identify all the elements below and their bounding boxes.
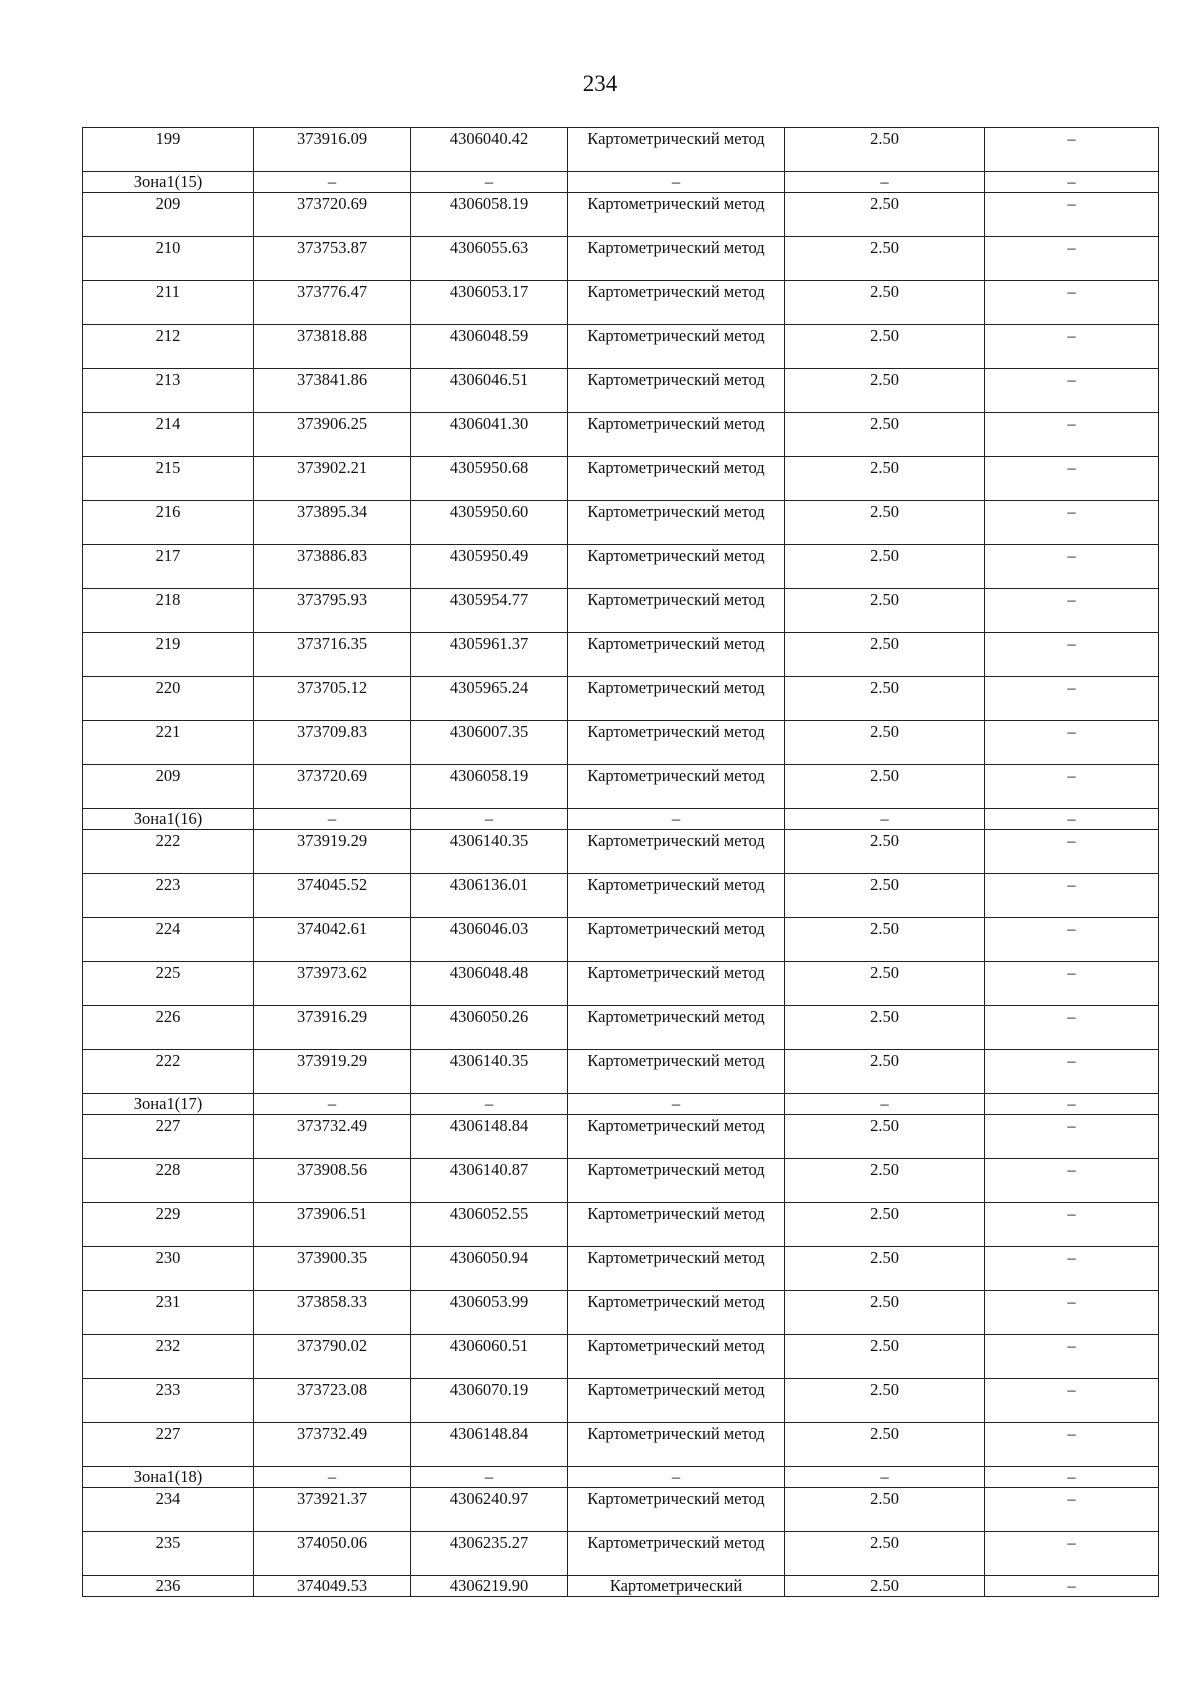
method-cell: Картометрический метод xyxy=(568,501,785,545)
method-cell: Картометрический метод xyxy=(568,369,785,413)
table-row xyxy=(83,1203,1159,1247)
point-number-cell: 232 xyxy=(83,1335,254,1379)
method-cell: – xyxy=(568,809,785,830)
method-cell: Картометрический метод xyxy=(568,1115,785,1159)
x-coordinate-cell: 373858.33 xyxy=(254,1291,411,1335)
method-cell: Картометрический метод xyxy=(568,765,785,809)
accuracy-cell: 2.50 xyxy=(785,830,985,874)
remark-cell: – xyxy=(985,1423,1159,1467)
method-cell: Картометрический метод xyxy=(568,1159,785,1203)
x-coordinate-cell: 373720.69 xyxy=(254,765,411,809)
remark-cell: – xyxy=(985,1532,1159,1576)
x-coordinate-cell: 373732.49 xyxy=(254,1115,411,1159)
table-body xyxy=(83,128,1159,1597)
x-coordinate-cell: 373709.83 xyxy=(254,721,411,765)
point-number-cell: 219 xyxy=(83,633,254,677)
y-coordinate-cell: 4306219.90 xyxy=(411,1576,568,1597)
table-row xyxy=(83,413,1159,457)
remark-cell: – xyxy=(985,918,1159,962)
point-number-cell: 216 xyxy=(83,501,254,545)
table-row xyxy=(83,237,1159,281)
table-row xyxy=(83,369,1159,413)
remark-cell: – xyxy=(985,1006,1159,1050)
remark-cell: – xyxy=(985,1488,1159,1532)
method-cell: Картометрический метод xyxy=(568,1488,785,1532)
point-number-cell: 234 xyxy=(83,1488,254,1532)
remark-cell: – xyxy=(985,765,1159,809)
accuracy-cell: 2.50 xyxy=(785,765,985,809)
accuracy-cell: 2.50 xyxy=(785,128,985,172)
point-number-cell: 215 xyxy=(83,457,254,501)
remark-cell: – xyxy=(985,1467,1159,1488)
y-coordinate-cell: 4305965.24 xyxy=(411,677,568,721)
x-coordinate-cell: 373886.83 xyxy=(254,545,411,589)
remark-cell: – xyxy=(985,962,1159,1006)
y-coordinate-cell: – xyxy=(411,172,568,193)
remark-cell: – xyxy=(985,457,1159,501)
accuracy-cell: 2.50 xyxy=(785,1006,985,1050)
y-coordinate-cell: 4306050.26 xyxy=(411,1006,568,1050)
accuracy-cell: 2.50 xyxy=(785,1050,985,1094)
y-coordinate-cell: 4306046.03 xyxy=(411,918,568,962)
accuracy-cell: 2.50 xyxy=(785,369,985,413)
remark-cell: – xyxy=(985,413,1159,457)
table-row xyxy=(83,918,1159,962)
method-cell: Картометрический метод xyxy=(568,677,785,721)
x-coordinate-cell: – xyxy=(254,172,411,193)
accuracy-cell: 2.50 xyxy=(785,457,985,501)
remark-cell: – xyxy=(985,281,1159,325)
x-coordinate-cell: 373705.12 xyxy=(254,677,411,721)
accuracy-cell: 2.50 xyxy=(785,501,985,545)
table-row xyxy=(83,721,1159,765)
point-number-cell: 209 xyxy=(83,765,254,809)
x-coordinate-cell: 373723.08 xyxy=(254,1379,411,1423)
x-coordinate-cell: 373795.93 xyxy=(254,589,411,633)
table-row xyxy=(83,1576,1159,1597)
y-coordinate-cell: 4306053.17 xyxy=(411,281,568,325)
accuracy-cell: 2.50 xyxy=(785,237,985,281)
table-row xyxy=(83,1115,1159,1159)
x-coordinate-cell: 374045.52 xyxy=(254,874,411,918)
page-number: 234 xyxy=(582,71,618,96)
method-cell: Картометрический метод xyxy=(568,1050,785,1094)
accuracy-cell: 2.50 xyxy=(785,918,985,962)
remark-cell: – xyxy=(985,325,1159,369)
remark-cell: – xyxy=(985,172,1159,193)
accuracy-cell: 2.50 xyxy=(785,1532,985,1576)
table-row xyxy=(83,1379,1159,1423)
accuracy-cell: 2.50 xyxy=(785,413,985,457)
method-cell: Картометрический метод xyxy=(568,830,785,874)
y-coordinate-cell: 4306136.01 xyxy=(411,874,568,918)
zone-header-row xyxy=(83,172,1159,193)
method-cell: Картометрический метод xyxy=(568,918,785,962)
accuracy-cell: 2.50 xyxy=(785,874,985,918)
table-row xyxy=(83,1159,1159,1203)
x-coordinate-cell: 373906.25 xyxy=(254,413,411,457)
remark-cell: – xyxy=(985,1335,1159,1379)
accuracy-cell: 2.50 xyxy=(785,1203,985,1247)
accuracy-cell: 2.50 xyxy=(785,677,985,721)
y-coordinate-cell: 4305961.37 xyxy=(411,633,568,677)
table-row xyxy=(83,281,1159,325)
remark-cell: – xyxy=(985,589,1159,633)
method-cell: Картометрический метод xyxy=(568,874,785,918)
point-number-cell: 209 xyxy=(83,193,254,237)
y-coordinate-cell: 4306148.84 xyxy=(411,1423,568,1467)
x-coordinate-cell: 373973.62 xyxy=(254,962,411,1006)
method-cell: Картометрический метод xyxy=(568,1247,785,1291)
y-coordinate-cell: 4306007.35 xyxy=(411,721,568,765)
table-row xyxy=(83,874,1159,918)
point-number-cell: 211 xyxy=(83,281,254,325)
table-row xyxy=(83,633,1159,677)
y-coordinate-cell: 4306148.84 xyxy=(411,1115,568,1159)
accuracy-cell: 2.50 xyxy=(785,193,985,237)
x-coordinate-cell: 373919.29 xyxy=(254,1050,411,1094)
point-number-cell: 214 xyxy=(83,413,254,457)
x-coordinate-cell: 374050.06 xyxy=(254,1532,411,1576)
accuracy-cell: 2.50 xyxy=(785,962,985,1006)
y-coordinate-cell: – xyxy=(411,809,568,830)
table-row xyxy=(83,765,1159,809)
accuracy-cell: 2.50 xyxy=(785,1335,985,1379)
table-row xyxy=(83,1335,1159,1379)
point-number-cell: 218 xyxy=(83,589,254,633)
y-coordinate-cell: 4306058.19 xyxy=(411,765,568,809)
table-row xyxy=(83,545,1159,589)
method-cell: Картометрический метод xyxy=(568,1532,785,1576)
remark-cell: – xyxy=(985,369,1159,413)
remark-cell: – xyxy=(985,830,1159,874)
method-cell: Картометрический метод xyxy=(568,325,785,369)
remark-cell: – xyxy=(985,237,1159,281)
method-cell: Картометрический метод xyxy=(568,1335,785,1379)
method-cell: Картометрический метод xyxy=(568,128,785,172)
method-cell: Картометрический метод xyxy=(568,1203,785,1247)
point-number-cell: Зона1(15) xyxy=(83,172,254,193)
remark-cell: – xyxy=(985,1203,1159,1247)
remark-cell: – xyxy=(985,128,1159,172)
point-number-cell: 236 xyxy=(83,1576,254,1597)
method-cell: Картометрический метод xyxy=(568,1379,785,1423)
accuracy-cell: 2.50 xyxy=(785,1247,985,1291)
x-coordinate-cell: 373916.09 xyxy=(254,128,411,172)
table-row xyxy=(83,128,1159,172)
remark-cell: – xyxy=(985,1291,1159,1335)
point-number-cell: 199 xyxy=(83,128,254,172)
point-number-cell: 213 xyxy=(83,369,254,413)
accuracy-cell: 2.50 xyxy=(785,721,985,765)
point-number-cell: 228 xyxy=(83,1159,254,1203)
remark-cell: – xyxy=(985,1094,1159,1115)
x-coordinate-cell: – xyxy=(254,809,411,830)
x-coordinate-cell: 373921.37 xyxy=(254,1488,411,1532)
y-coordinate-cell: 4306060.51 xyxy=(411,1335,568,1379)
zone-header-row xyxy=(83,1467,1159,1488)
table-row xyxy=(83,1488,1159,1532)
table-row xyxy=(83,1050,1159,1094)
remark-cell: – xyxy=(985,1115,1159,1159)
table-row xyxy=(83,830,1159,874)
y-coordinate-cell: 4306058.19 xyxy=(411,193,568,237)
point-number-cell: Зона1(16) xyxy=(83,809,254,830)
y-coordinate-cell: 4306140.87 xyxy=(411,1159,568,1203)
point-number-cell: 212 xyxy=(83,325,254,369)
table-row xyxy=(83,501,1159,545)
point-number-cell: 217 xyxy=(83,545,254,589)
remark-cell: – xyxy=(985,1576,1159,1597)
remark-cell: – xyxy=(985,677,1159,721)
x-coordinate-cell: 373908.56 xyxy=(254,1159,411,1203)
point-number-cell: 224 xyxy=(83,918,254,962)
table-row xyxy=(83,962,1159,1006)
remark-cell: – xyxy=(985,721,1159,765)
table-row xyxy=(83,1291,1159,1335)
method-cell: – xyxy=(568,1467,785,1488)
y-coordinate-cell: – xyxy=(411,1094,568,1115)
method-cell: Картометрический метод xyxy=(568,589,785,633)
y-coordinate-cell: 4306050.94 xyxy=(411,1247,568,1291)
y-coordinate-cell: 4306053.99 xyxy=(411,1291,568,1335)
accuracy-cell: – xyxy=(785,1467,985,1488)
x-coordinate-cell: 373900.35 xyxy=(254,1247,411,1291)
table-row xyxy=(83,1532,1159,1576)
table-row xyxy=(83,1247,1159,1291)
point-number-cell: 229 xyxy=(83,1203,254,1247)
point-number-cell: 227 xyxy=(83,1423,254,1467)
table-row xyxy=(83,1423,1159,1467)
point-number-cell: 221 xyxy=(83,721,254,765)
remark-cell: – xyxy=(985,193,1159,237)
y-coordinate-cell: – xyxy=(411,1467,568,1488)
table-row xyxy=(83,589,1159,633)
x-coordinate-cell: 373732.49 xyxy=(254,1423,411,1467)
method-cell: Картометрический метод xyxy=(568,281,785,325)
accuracy-cell: 2.50 xyxy=(785,1291,985,1335)
remark-cell: – xyxy=(985,1159,1159,1203)
zone-header-row xyxy=(83,1094,1159,1115)
method-cell: Картометрический метод xyxy=(568,721,785,765)
point-number-cell: 231 xyxy=(83,1291,254,1335)
x-coordinate-cell: 373753.87 xyxy=(254,237,411,281)
point-number-cell: 233 xyxy=(83,1379,254,1423)
x-coordinate-cell: 373902.21 xyxy=(254,457,411,501)
method-cell: Картометрический метод xyxy=(568,1006,785,1050)
x-coordinate-cell: 373895.34 xyxy=(254,501,411,545)
point-number-cell: 235 xyxy=(83,1532,254,1576)
accuracy-cell: – xyxy=(785,172,985,193)
method-cell: Картометрический метод xyxy=(568,237,785,281)
table-row xyxy=(83,457,1159,501)
y-coordinate-cell: 4305950.49 xyxy=(411,545,568,589)
table-row xyxy=(83,1006,1159,1050)
point-number-cell: 223 xyxy=(83,874,254,918)
accuracy-cell: 2.50 xyxy=(785,1159,985,1203)
point-number-cell: Зона1(18) xyxy=(83,1467,254,1488)
method-cell: Картометрический метод xyxy=(568,413,785,457)
accuracy-cell: – xyxy=(785,1094,985,1115)
point-number-cell: Зона1(17) xyxy=(83,1094,254,1115)
point-number-cell: 222 xyxy=(83,1050,254,1094)
x-coordinate-cell: 374049.53 xyxy=(254,1576,411,1597)
y-coordinate-cell: 4306046.51 xyxy=(411,369,568,413)
accuracy-cell: 2.50 xyxy=(785,545,985,589)
y-coordinate-cell: 4306040.42 xyxy=(411,128,568,172)
x-coordinate-cell: 373776.47 xyxy=(254,281,411,325)
method-cell: Картометрический метод xyxy=(568,633,785,677)
method-cell: Картометрический метод xyxy=(568,1423,785,1467)
method-cell: – xyxy=(568,1094,785,1115)
y-coordinate-cell: 4306140.35 xyxy=(411,1050,568,1094)
method-cell: Картометрический метод xyxy=(568,1291,785,1335)
x-coordinate-cell: 373790.02 xyxy=(254,1335,411,1379)
point-number-cell: 227 xyxy=(83,1115,254,1159)
accuracy-cell: 2.50 xyxy=(785,1488,985,1532)
method-cell: Картометрический метод xyxy=(568,545,785,589)
accuracy-cell: 2.50 xyxy=(785,1115,985,1159)
x-coordinate-cell: 373720.69 xyxy=(254,193,411,237)
y-coordinate-cell: 4306052.55 xyxy=(411,1203,568,1247)
x-coordinate-cell: 373916.29 xyxy=(254,1006,411,1050)
y-coordinate-cell: 4306055.63 xyxy=(411,237,568,281)
coordinates-table xyxy=(82,127,1159,1597)
remark-cell: – xyxy=(985,874,1159,918)
remark-cell: – xyxy=(985,1247,1159,1291)
y-coordinate-cell: 4306240.97 xyxy=(411,1488,568,1532)
y-coordinate-cell: 4306041.30 xyxy=(411,413,568,457)
y-coordinate-cell: 4305950.68 xyxy=(411,457,568,501)
point-number-cell: 230 xyxy=(83,1247,254,1291)
y-coordinate-cell: 4306140.35 xyxy=(411,830,568,874)
x-coordinate-cell: 373906.51 xyxy=(254,1203,411,1247)
point-number-cell: 226 xyxy=(83,1006,254,1050)
accuracy-cell: 2.50 xyxy=(785,589,985,633)
accuracy-cell: 2.50 xyxy=(785,1423,985,1467)
remark-cell: – xyxy=(985,501,1159,545)
table-row xyxy=(83,193,1159,237)
method-cell: Картометрический метод xyxy=(568,457,785,501)
point-number-cell: 210 xyxy=(83,237,254,281)
x-coordinate-cell: 373841.86 xyxy=(254,369,411,413)
method-cell: Картометрический метод xyxy=(568,193,785,237)
point-number-cell: 220 xyxy=(83,677,254,721)
table-row xyxy=(83,677,1159,721)
x-coordinate-cell: 374042.61 xyxy=(254,918,411,962)
accuracy-cell: 2.50 xyxy=(785,325,985,369)
accuracy-cell: 2.50 xyxy=(785,1379,985,1423)
y-coordinate-cell: 4306048.48 xyxy=(411,962,568,1006)
y-coordinate-cell: 4306048.59 xyxy=(411,325,568,369)
x-coordinate-cell: 373716.35 xyxy=(254,633,411,677)
x-coordinate-cell: – xyxy=(254,1467,411,1488)
accuracy-cell: 2.50 xyxy=(785,281,985,325)
accuracy-cell: 2.50 xyxy=(785,633,985,677)
y-coordinate-cell: 4305950.60 xyxy=(411,501,568,545)
method-cell: Картометрический метод xyxy=(568,962,785,1006)
x-coordinate-cell: 373919.29 xyxy=(254,830,411,874)
table-row xyxy=(83,325,1159,369)
zone-header-row xyxy=(83,809,1159,830)
remark-cell: – xyxy=(985,1379,1159,1423)
remark-cell: – xyxy=(985,1050,1159,1094)
remark-cell: – xyxy=(985,809,1159,830)
point-number-cell: 222 xyxy=(83,830,254,874)
y-coordinate-cell: 4306235.27 xyxy=(411,1532,568,1576)
point-number-cell: 225 xyxy=(83,962,254,1006)
method-cell: – xyxy=(568,172,785,193)
method-cell: Картометрический xyxy=(568,1576,785,1597)
x-coordinate-cell: 373818.88 xyxy=(254,325,411,369)
x-coordinate-cell: – xyxy=(254,1094,411,1115)
accuracy-cell: 2.50 xyxy=(785,1576,985,1597)
remark-cell: – xyxy=(985,633,1159,677)
remark-cell: – xyxy=(985,545,1159,589)
y-coordinate-cell: 4306070.19 xyxy=(411,1379,568,1423)
accuracy-cell: – xyxy=(785,809,985,830)
y-coordinate-cell: 4305954.77 xyxy=(411,589,568,633)
